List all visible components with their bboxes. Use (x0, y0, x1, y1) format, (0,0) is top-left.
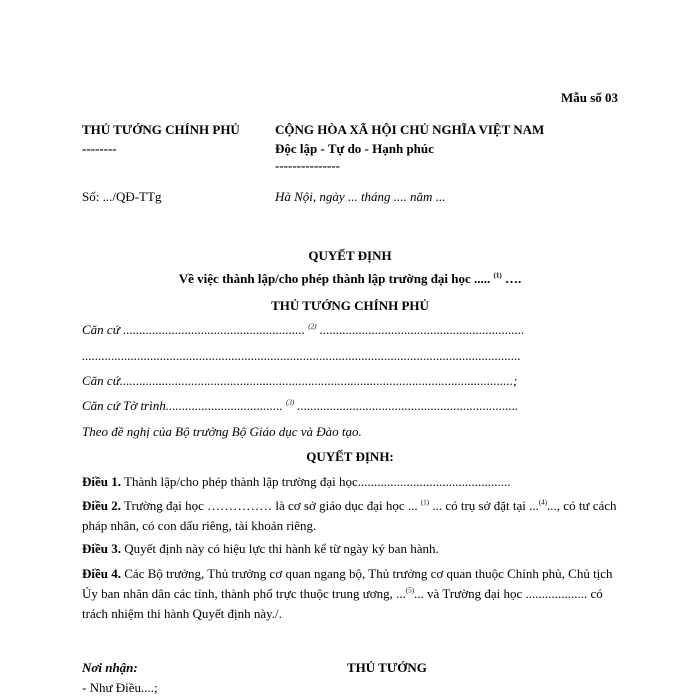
article-4 (82, 564, 622, 624)
decision-subject-tail: …. (501, 271, 522, 286)
article-label: Điều 2. (82, 498, 121, 513)
basis-text-tail: .................................................................... (294, 398, 519, 413)
document-number: Số: .../QĐ-TTg (82, 189, 162, 204)
article-text: ... và Trường đại học ................... có trách nhiệm thi hành Quyết định này./. (82, 586, 603, 621)
issuing-authority-rule: -------- (82, 141, 117, 156)
national-motto: Độc lập - Tự do - Hạnh phúc (275, 141, 434, 156)
article-text: Trường đại học …………… là cơ sở giáo dục đại học ... (121, 498, 421, 513)
recipients-label: Nơi nhận: (82, 660, 138, 675)
article-text: ..., có tư cách pháp nhân, có con dấu riêng, tài khoản riêng. (82, 498, 617, 533)
proposal-line: Theo đề nghị của Bộ trưởng Bộ Giáo dục và Đào tạo. (82, 424, 362, 439)
article-text: ... có trụ sở đặt tại ... (429, 498, 539, 513)
footnote-ref: (5) (405, 586, 415, 595)
article-label: Điều 1. (82, 474, 121, 489)
form-number: Mẫu số 03 (560, 90, 618, 105)
basis-line-2: ....................................................................................................................................... (82, 348, 521, 363)
basis-line-4 (82, 398, 518, 414)
signer-title: THỦ TƯỚNG (347, 660, 427, 675)
footnote-ref: (4) (538, 498, 548, 507)
decision-heading: QUYẾT ĐỊNH: (306, 449, 394, 464)
article-2 (82, 496, 622, 536)
article-text: Các Bộ trưởng, Thủ trưởng cơ quan ngang bộ, Thủ trưởng cơ quan thuộc Chính phủ, Chủ tịch Ủy ban nhân dân các tỉnh, thành phố trực thuộc trung ương, ... (82, 566, 613, 601)
decision-subject (0, 271, 700, 287)
basis-text: Căn cứ ........................................................ (82, 322, 309, 337)
article-label: Điều 3. (82, 541, 121, 556)
article-text: Quyết định này có hiệu lực thi hành kể từ ngày ký ban hành. (121, 541, 439, 556)
place-and-date: Hà Nội, ngày ... tháng .... năm ... (275, 189, 446, 204)
basis-line-1 (82, 322, 524, 338)
footnote-ref: (1) (493, 271, 502, 280)
footnote-ref: (1) (420, 498, 430, 507)
national-title: CỘNG HÒA XÃ HỘI CHỦ NGHĨA VIỆT NAM (275, 122, 545, 137)
basis-text: Căn cứ Tờ trình.................................... (82, 398, 286, 413)
issuer-heading: THỦ TƯỚNG CHÍNH PHỦ (271, 298, 429, 313)
basis-line-3: Căn cứ.........................................................................................................................; (82, 373, 518, 388)
decision-title: QUYẾT ĐỊNH (308, 248, 392, 263)
basis-text-tail: ............................................................... (316, 322, 525, 337)
article-3 (82, 541, 439, 557)
recipient-item: - Như Điều....; (82, 680, 158, 695)
issuing-authority: THỦ TƯỚNG CHÍNH PHỦ (82, 122, 240, 137)
article-label: Điều 4. (82, 566, 121, 581)
footnote-ref: (3) (285, 398, 295, 407)
decision-subject-text: Về việc thành lập/cho phép thành lập trường đại học ..... (178, 271, 494, 286)
footnote-ref: (2) (308, 322, 317, 331)
national-motto-rule: --------------- (275, 158, 340, 173)
article-text: Thành lập/cho phép thành lập trường đại học............................................... (121, 474, 511, 489)
article-1 (82, 474, 511, 490)
